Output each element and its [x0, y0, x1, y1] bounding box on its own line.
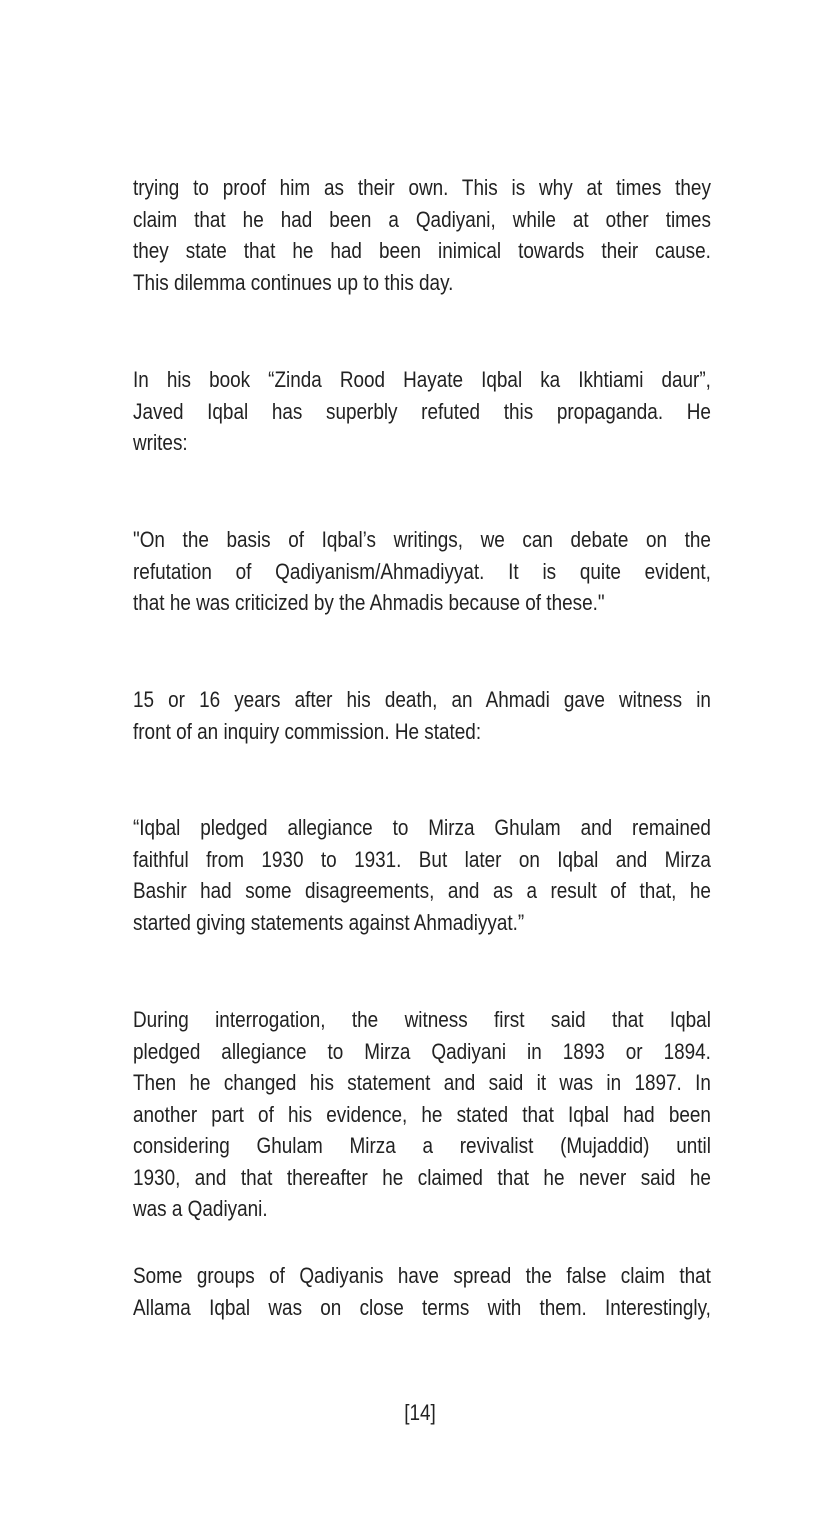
text-line: 1930, and that thereafter he claimed that he never said he — [133, 1164, 711, 1190]
text-line: that he was criticized by the Ahmadis because of these." — [133, 590, 605, 615]
text-line: "On the basis of Iqbal’s writings, we can debate on the — [133, 527, 711, 552]
text-line: was a Qadiyani. — [133, 1196, 268, 1221]
text-line: 15 or 16 years after his death, an Ahmadi gave witness in — [133, 687, 711, 712]
text-line: trying to proof him as their own. This is why at times they — [133, 175, 711, 200]
text-line: front of an inquiry commission. He stated: — [133, 718, 482, 744]
text-line: claim that he had been a Qadiyani, while at other times — [133, 206, 711, 232]
text-line: This dilemma continues up to this day. — [133, 269, 454, 295]
paragraph-2 — [133, 364, 711, 459]
paragraph-1 — [133, 172, 711, 298]
text-line: Then he changed his statement and said it was in 1897. In — [133, 1070, 711, 1095]
text-line: they state that he had been inimical towards their cause. — [133, 238, 711, 263]
text-line: started giving statements against Ahmadiyyat.” — [133, 909, 525, 935]
text-line: Bashir had some disagreements, and as a result of that, he — [133, 878, 711, 903]
paragraph-3 — [133, 524, 711, 619]
paragraph-7 — [133, 1260, 711, 1323]
text-line: Allama Iqbal was on close terms with them. Interestingly, — [133, 1294, 711, 1320]
paragraph-5 — [133, 812, 711, 938]
text-line: Some groups of Qadiyanis have spread the false claim that — [133, 1263, 711, 1288]
text-line: “Iqbal pledged allegiance to Mirza Ghulam and remained — [133, 815, 711, 840]
page-number: [14] — [404, 1400, 436, 1425]
text-line: pledged allegiance to Mirza Qadiyani in 1893 or 1894. — [133, 1038, 711, 1064]
text-line: faithful from 1930 to 1931. But later on Iqbal and Mirza — [133, 846, 711, 872]
text-line: refutation of Qadiyanism/Ahmadiyyat. It is quite evident, — [133, 558, 711, 584]
text-line: In his book “Zinda Rood Hayate Iqbal ka Ikhtiami daur”, — [133, 367, 711, 392]
text-line: considering Ghulam Mirza a revivalist (Mujaddid) until — [133, 1133, 711, 1158]
text-line: another part of his evidence, he stated that Iqbal had been — [133, 1101, 711, 1127]
paragraph-6 — [133, 1004, 711, 1225]
text-line: Javed Iqbal has superbly refuted this propaganda. He — [133, 398, 711, 424]
text-line: writes: — [133, 430, 188, 455]
text-line: During interrogation, the witness first said that Iqbal — [133, 1007, 711, 1032]
paragraph-4 — [133, 684, 711, 747]
